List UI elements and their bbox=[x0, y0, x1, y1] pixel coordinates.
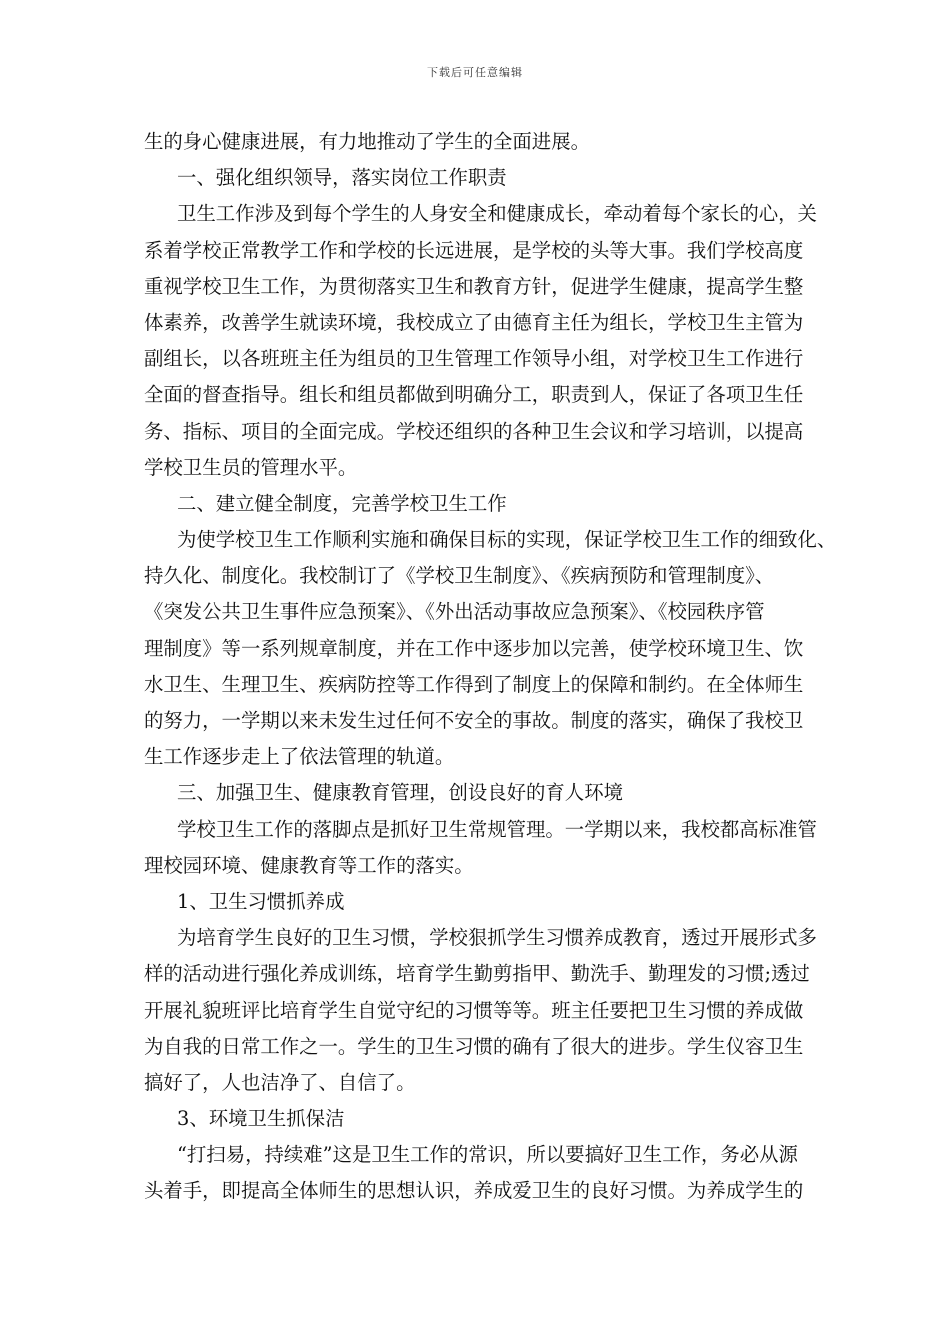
paragraph bbox=[144, 1101, 824, 1137]
text-line: 副组长，以各班班主任为组员的卫生管理工作领导小组，对学校卫生工作进行 bbox=[144, 347, 804, 371]
text-line: 系着学校正常教学工作和学校的长远进展，是学校的头等大事。我们学校高度 bbox=[144, 238, 804, 262]
text-line: 理制度》等一系列规章制度，并在工作中逐步加以完善，使学校环境卫生、饮 bbox=[144, 636, 804, 660]
paragraph bbox=[144, 1137, 824, 1209]
text-line: 《突发公共卫生事件应急预案》、《外出活动事故应急预案》、《校园秩序管 bbox=[144, 600, 765, 624]
page-header: 下载后可任意编辑 bbox=[427, 66, 523, 79]
text-line: 为使学校卫生工作顺利实施和确保目标的实现，保证学校卫生工作的细致化、 bbox=[177, 528, 837, 552]
paragraph bbox=[144, 775, 824, 811]
paragraph bbox=[144, 124, 824, 160]
text-line: 为培育学生良好的卫生习惯，学校狠抓学生习惯养成教育，透过开展形式多 bbox=[177, 926, 817, 950]
text-line: 持久化、制度化。我校制订了《学校卫生制度》、《疾病预防和管理制度》、 bbox=[144, 564, 775, 588]
text-line: 卫生工作涉及到每个学生的人身安全和健康成长，牵动着每个家长的心，关 bbox=[177, 202, 817, 226]
text-line: 一、强化组织领导，落实岗位工作职责 bbox=[177, 166, 507, 190]
text-line: 全面的督查指导。组长和组员都做到明确分工，职责到人，保证了各项卫生任 bbox=[144, 383, 804, 407]
text-line: 3、环境卫生抓保洁 bbox=[177, 1107, 345, 1131]
text-line: 重视学校卫生工作，为贯彻落实卫生和教育方针，促进学生健康，提高学生整 bbox=[144, 274, 804, 298]
text-line: 学校卫生工作的落脚点是抓好卫生常规管理。一学期以来，我校都高标准管 bbox=[177, 817, 817, 841]
text-line: 样的活动进行强化养成训练，培育学生勤剪指甲、勤洗手、勤理发的习惯;透过 bbox=[144, 962, 810, 986]
document-body bbox=[144, 124, 837, 1210]
text-line: 理校园环境、健康教育等工作的落实。 bbox=[144, 853, 474, 877]
paragraph bbox=[144, 920, 824, 1101]
text-line: 的努力，一学期以来未发生过任何不安全的事故。制度的落实，确保了我校卫 bbox=[144, 709, 804, 732]
text-line: 二、建立健全制度，完善学校卫生工作 bbox=[177, 491, 507, 515]
text-line: 水卫生、生理卫生、疾病防控等工作得到了制度上的保障和制约。在全体师生 bbox=[144, 672, 804, 696]
paragraph bbox=[144, 196, 824, 486]
text-line: 1、卫生习惯抓养成 bbox=[177, 889, 345, 913]
text-line: 开展礼貌班评比培育学生自觉守纪的习惯等等。班主任要把卫生习惯的养成做 bbox=[144, 998, 804, 1022]
text-line: 生的身心健康进展，有力地推动了学生的全面进展。 bbox=[144, 130, 590, 153]
text-line: 生工作逐步走上了依法管理的轨道。 bbox=[144, 745, 455, 769]
paragraph bbox=[144, 812, 824, 884]
paragraph bbox=[144, 486, 824, 522]
paragraph bbox=[144, 160, 824, 196]
text-line: 搞好了，人也洁净了、自信了。 bbox=[144, 1070, 416, 1094]
text-line: 三、加强卫生、健康教育管理，创设良好的育人环境 bbox=[177, 781, 623, 805]
text-line: “打扫易，持续难”这是卫生工作的常识，所以要搞好卫生工作，务必从源 bbox=[177, 1143, 798, 1167]
text-line: 体素养，改善学生就读环境，我校成立了由德育主任为组长，学校卫生主管为 bbox=[144, 310, 804, 334]
text-line: 学校卫生员的管理水平。 bbox=[144, 455, 358, 479]
text-line: 头着手，即提高全体师生的思想认识，养成爱卫生的良好习惯。为养成学生的 bbox=[144, 1179, 804, 1203]
paragraph bbox=[144, 522, 837, 775]
paragraph bbox=[144, 884, 824, 920]
text-line: 务、指标、项目的全面完成。学校还组织的各种卫生会议和学习培训，以提高 bbox=[144, 419, 804, 443]
text-line: 为自我的日常工作之一。学生的卫生习惯的确有了很大的进步。学生仪容卫生 bbox=[144, 1034, 804, 1058]
